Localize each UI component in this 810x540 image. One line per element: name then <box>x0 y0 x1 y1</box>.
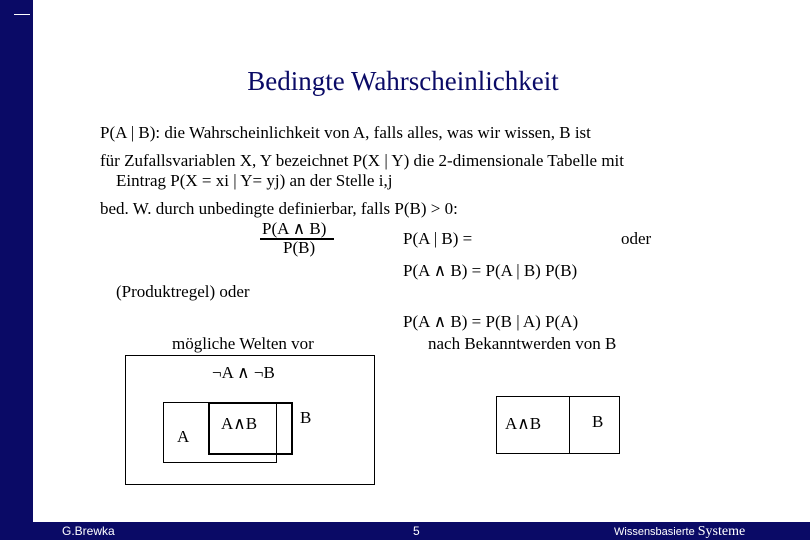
product-equation: P(A ∧ B) = P(A | B) P(B) <box>403 261 578 280</box>
produktregel-label: (Produktregel) oder <box>116 282 250 301</box>
random-variables-line: für Zufallsvariablen X, Y bezeichnet P(X | Y) die 2-dimensionale Tabelle mit <box>100 151 625 170</box>
oder-label: oder <box>621 229 652 248</box>
a-and-b-label-after: A∧B <box>505 414 542 433</box>
corner-mark <box>14 14 30 15</box>
footer-course-prefix: Wissensbasierte <box>614 526 698 538</box>
set-a-label: A <box>177 427 190 446</box>
after-knowing-b: nach Bekanntwerden von B <box>428 334 617 353</box>
definable-line: bed. W. durch unbedingte definierbar, falls P(B) > 0: <box>100 199 458 218</box>
a-and-b-label: A∧B <box>221 414 258 433</box>
slide-title: Bedingte Wahrscheinlichkeit <box>247 66 559 96</box>
definition-line: P(A | B): die Wahrscheinlichkeit von A, falls alles, was wir wissen, B ist <box>100 123 591 142</box>
product-equation-2: P(A ∧ B) = P(B | A) P(A) <box>403 312 579 331</box>
not-a-and-not-b-label: ¬A ∧ ¬B <box>212 363 275 382</box>
table-entry-line: Eintrag P(X = xi | Y= yj) an der Stelle i,j <box>116 171 393 190</box>
possible-worlds-before: mögliche Welten vor <box>172 334 314 353</box>
footer-course <box>614 524 745 540</box>
fraction-numerator: P(A ∧ B) <box>262 219 327 238</box>
conditional-equation: P(A | B) = <box>403 229 473 248</box>
footer-bar <box>0 522 810 540</box>
b-label-after: B <box>592 412 604 431</box>
footer-course-suffix: Systeme <box>697 524 746 539</box>
set-b-label: B <box>300 408 312 427</box>
page-number: 5 <box>413 524 420 538</box>
footer-author: G.Brewka <box>62 524 115 538</box>
fraction-denominator: P(B) <box>283 238 316 257</box>
